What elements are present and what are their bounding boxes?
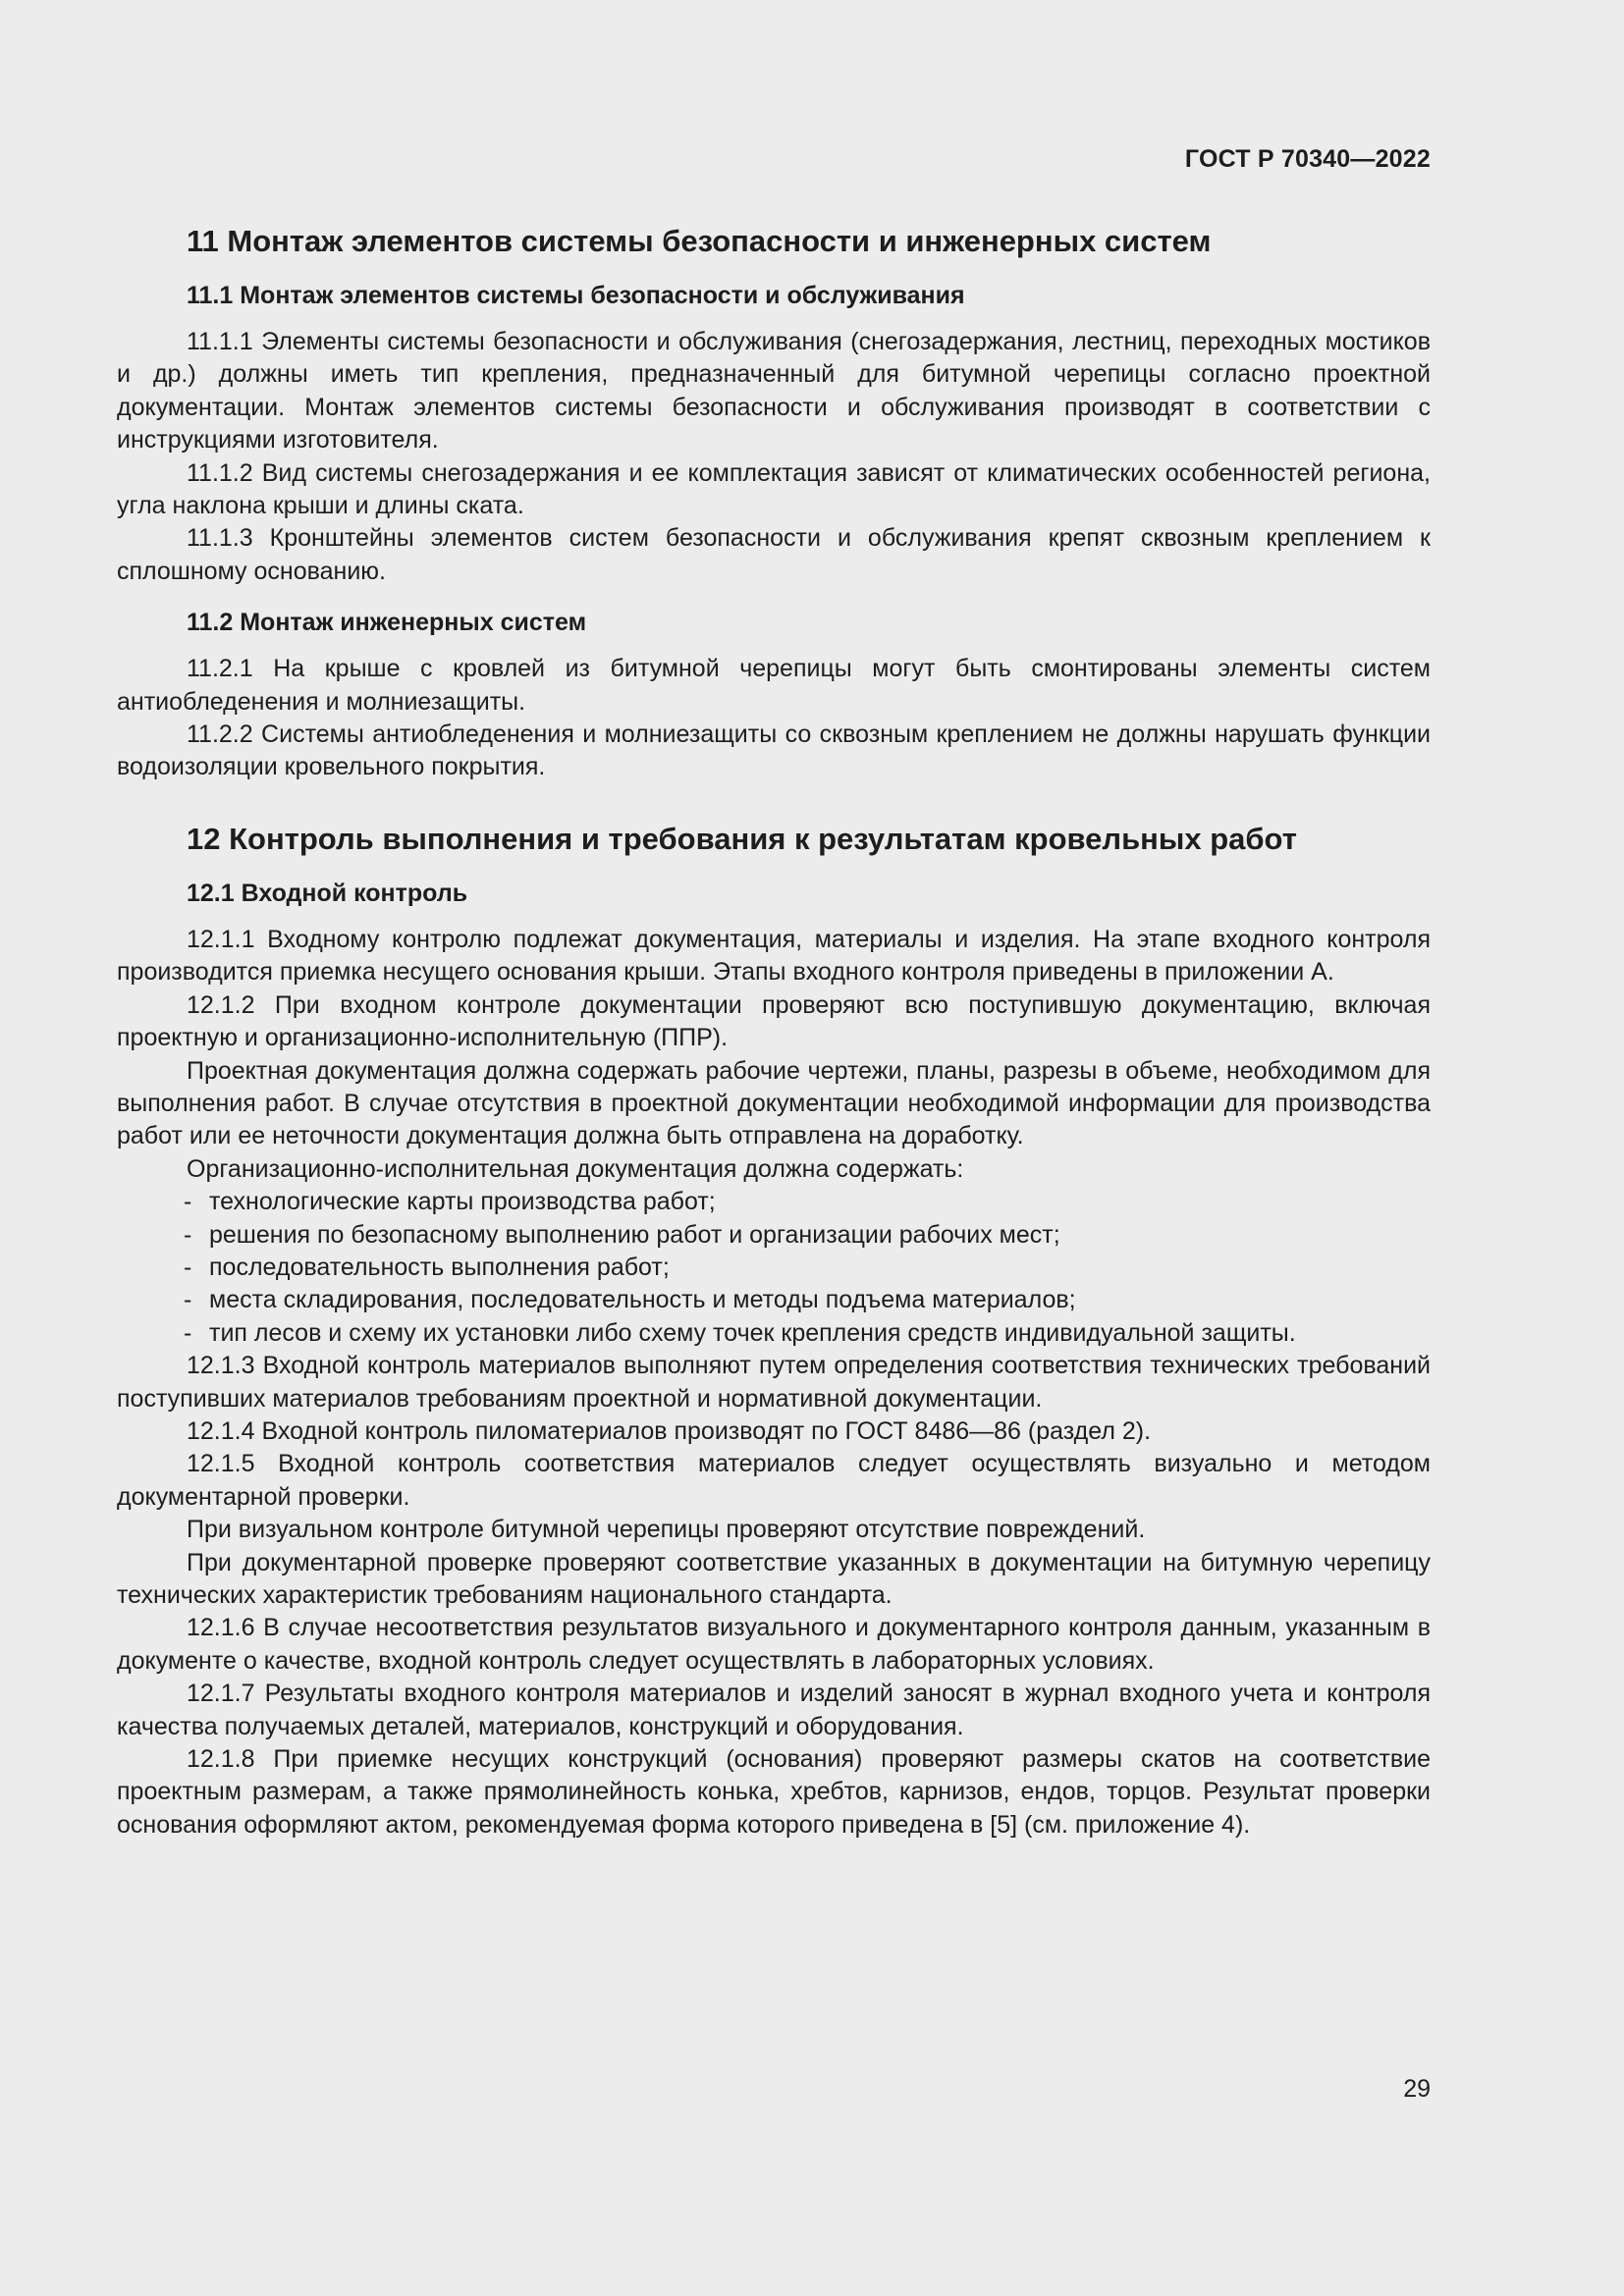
paragraph-11-2-1: 11.2.1 На крыше с кровлей из битумной черепицы могут быть смонтированы элементы систем антиобледенения и молниезащиты. — [117, 655, 1431, 716]
paragraph-12-1-6: 12.1.6 В случае несоответствия результатов визуального и документарного контроля данным, указанным в документе о качестве, входной контроль следует осуществлять в лабораторных условиях. — [117, 1614, 1431, 1675]
list-dash: - — [184, 1286, 192, 1314]
paragraph-12-1-8: 12.1.8 При приемке несущих конструкций (основания) проверяют размеры скатов на соответствие проектным размерам, а также прямолинейность конька, хребтов, карнизов, ендов, торцов. Результат проверки основания оформляют актом, рекомендуемая форма которого приведена в [5] (см. приложение 4). — [117, 1745, 1431, 1839]
paragraph-documentary-check: При документарной проверке проверяют соответствие указанных в документации на битумную черепицу технических характеристик требованиям национального стандарта. — [117, 1548, 1431, 1609]
document-code: ГОСТ Р 70340—2022 — [1184, 145, 1431, 173]
list-item: - технологические карты производства работ; — [117, 1186, 1431, 1218]
paragraph-project-docs: Проектная документация должна содержать рабочие чертежи, планы, разрезы в объеме, необходимом для выполнения работ. В случае отсутствия в проектной документации необходимой информации для производства работ или ее неточности документация должна быть отправлена на доработку. — [117, 1056, 1431, 1150]
section-11-1-heading: 11.1 Монтаж элементов системы безопасности и обслуживания — [187, 282, 965, 309]
section-12-heading: 12 Контроль выполнения и требования к результатам кровельных работ — [187, 821, 1297, 856]
list-item: - места складирования, последовательность и методы подъема материалов; — [117, 1284, 1431, 1316]
paragraph-11-2-2: 11.2.2 Системы антиобледенения и молниезащиты со сквозным креплением не должны нарушать функции водоизоляции кровельного покрытия. — [117, 721, 1431, 781]
list-item: - тип лесов и схему их установки либо схему точек крепления средств индивидуальной защиты. — [117, 1317, 1431, 1350]
document-body — [117, 222, 1431, 1842]
paragraph-12-1-7: 12.1.7 Результаты входного контроля материалов и изделий заносят в журнал входного учета и контроля качества получаемых деталей, материалов, конструкций и оборудования. — [117, 1680, 1431, 1740]
paragraph-12-1-3: 12.1.3 Входной контроль материалов выполняют путем определения соответствия технических требований поступивших материалов требованиям проектной и нормативной документации. — [117, 1352, 1431, 1413]
paragraph-11-1-3: 11.1.3 Кронштейны элементов систем безопасности и обслуживания крепят сквозным креплением к сплошному основанию. — [117, 524, 1431, 585]
page-number: 29 — [1403, 2075, 1431, 2103]
paragraph-org-docs-intro: Организационно-исполнительная документация должна содержать: — [187, 1154, 964, 1183]
list-item: - решения по безопасному выполнению работ и организации рабочих мест; — [117, 1219, 1431, 1252]
section-12-1-heading: 12.1 Входной контроль — [187, 879, 468, 907]
list-dash: - — [184, 1188, 192, 1216]
list-item: - последовательность выполнения работ; — [117, 1252, 1431, 1284]
paragraph-12-1-2: 12.1.2 При входном контроле документации проверяют всю поступившую документацию, включая проектную и организационно-исполнительную (ППР). — [117, 990, 1431, 1052]
paragraph-12-1-1: 12.1.1 Входному контролю подлежат документация, материалы и изделия. На этапе входного контроля производится приемка несущего основания крыши. Этапы входного контроля приведены в приложении А. — [117, 925, 1431, 987]
list-dash: - — [184, 1318, 192, 1347]
paragraph-visual-control: При визуальном контроле битумной черепицы проверяют отсутствие повреждений. — [187, 1516, 1146, 1544]
paragraph-12-1-4: 12.1.4 Входной контроль пиломатериалов производят по ГОСТ 8486—86 (раздел 2). — [187, 1416, 1152, 1445]
org-docs-list — [117, 1186, 1431, 1350]
paragraph-12-1-5: 12.1.5 Входной контроль соответствия материалов следует осуществлять визуально и методом документарной проверки. — [117, 1450, 1431, 1511]
paragraph-11-1-2: 11.1.2 Вид системы снегозадержания и ее комплектация зависят от климатических особенностей региона, угла наклона крыши и длины ската. — [117, 458, 1431, 520]
list-dash: - — [184, 1253, 192, 1281]
section-11-2-heading: 11.2 Монтаж инженерных систем — [187, 609, 587, 637]
section-11-heading: 11 Монтаж элементов системы безопасности и инженерных систем — [187, 224, 1212, 258]
list-dash: - — [184, 1220, 192, 1249]
paragraph-11-1-1: 11.1.1 Элементы системы безопасности и обслуживания (снегозадержания, лестниц, переходных мостиков и др.) должны иметь тип крепления, предназначенный для битумной черепицы согласно проектной документации. Монтаж элементов системы безопасности и обслуживания производят в соответствии с инструкциями изготовителя. — [117, 328, 1431, 454]
